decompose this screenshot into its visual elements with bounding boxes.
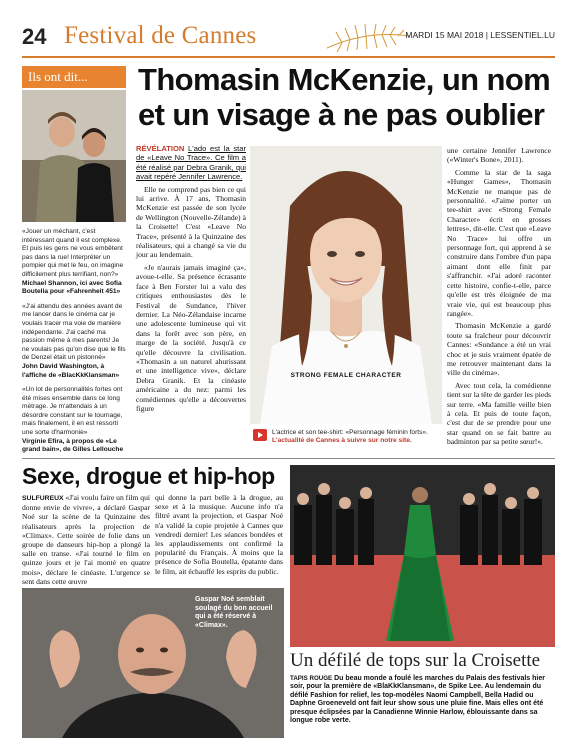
couple-photo bbox=[22, 90, 126, 222]
story2-column-2 bbox=[155, 493, 283, 576]
sidebar-tab: Ils ont dit... bbox=[22, 66, 126, 88]
story2-column-1 bbox=[22, 493, 150, 586]
article-paragraph: Thomasin McKenzie a gardé toute sa fraîcheur pour découvrir Cannes: «Sundance a été un vrai choc et je suis vraiment épatée de me retrouver maintenant dans la ville du cinéma». bbox=[447, 321, 551, 378]
quotes-sidebar bbox=[22, 66, 126, 456]
main-article-column-2 bbox=[447, 146, 551, 447]
article-paragraph: une certaine Jennifer Lawrence («Winter's Bone», 2011). bbox=[447, 146, 551, 165]
quote-1-text: «Jouer un méchant, c'est intéressant quand il est complexe. Et puis les gens ne vous embêtent pas dans la rue! Interpréter un pompier qui met le feu, on imagine difficilement plus terrifiant, non?» bbox=[22, 228, 124, 278]
portrait-illustration bbox=[250, 146, 442, 424]
article-paragraph: Avec tout cela, la comédienne tient sur la tête de garder les pieds sur terre. «Ma famille veille bien à cela. Et puis de toute façon, c'est dur de se prendre pour une star quand on se fait battre au badminton par sa petite sœur!». bbox=[447, 380, 551, 447]
quote-3-text: «Un lot de personnalités fortes ont été mises ensemble dans ce long métrage. Je m'attendais à un désordre constant sur le tournage, mais finalement, il en est ressorti une sorte d'harmonie» bbox=[22, 386, 123, 437]
story2-text-2: qui donne la part belle à la drogue, au sexe et à la musique. Aucune info n'a filtré avant la projection, et Gaspar Noé n'a validé la copie projetée à Cannes que vendredi dernier! Les séances bondées et les applaudissements ont confirmé la popularité du Français. À moins que la présence de Sofia Boutella, épatante dans le film, ait échauffé les esprits du public. bbox=[155, 493, 283, 576]
red-carpet-illustration bbox=[290, 465, 555, 647]
lead-kicker: RÉVÉLATION bbox=[136, 144, 185, 153]
section-title: Festival de Cannes bbox=[64, 22, 257, 49]
quote-2-text: «J'ai attendu des années avant de me lancer dans le cinéma car je voulais tracer ma voie de manière indépendante. J'ai caché ma passion même à mes parents! Je ne voulais pas qu'on dise que le fils de Denzel était un pistonné» bbox=[22, 302, 126, 362]
article-paragraph: Elle ne comprend pas bien ce qui lui arrive. À 17 ans, Thomasin McKenzie est passée de son lycée de Wellington (Nouvelle-Zélande) à la Croisette! C'est «Leave No Trace», présenté à la Quinzaine des réalisateurs, qui a changé sa vie du jour au lendemain. bbox=[136, 184, 246, 260]
story2-kicker: SULFUREUX bbox=[22, 495, 64, 502]
quote-2-attribution: John David Washington, à l'affiche de «BlacKkKlansman» bbox=[22, 362, 120, 379]
story3-text: Du beau monde a foulé les marches du Palais des festivals hier soir, pour la première de «BlaKkKlansman», de Spike Lee. Au lendemain du défilé Fashion for relief, les top-modèles Naomi Campbell, Bella Hadid ou Daphne Groeneveld ont fait leur show sous une pluie fine. Mais elles ont été presque éclipsées par la Canadienne Winnie Harlow, éblouissante dans sa longue robe verte. bbox=[290, 675, 545, 725]
main-headline: Thomasin McKenzie, un nom et un visage à ne pas oublier bbox=[138, 62, 551, 132]
article-paragraph: «Je n'aurais jamais imaginé ça», avoue-t-elle. Sa présence écrasante face à Ben Forster lui a valu des critiques enthousiastes dès le Festival de Sundance, l'hiver dernier. La Néo-Zélandaise incarne une adolescente lumineuse qui vit dans la forêt avec son père, en marge de la société. Jusqu'à ce qu'elle découvre la civilisation. «Thomasin a un naturel ahurissant et une intelligence vive», déclare Debra Granik. Et la cinéaste américaine a du nez: parmi les comédiennes qu'elle a découvertes figure bbox=[136, 262, 246, 413]
story3-kicker: TAPIS ROUGE bbox=[290, 675, 333, 682]
story2-headline: Sexe, drogue et hip-hop bbox=[22, 463, 275, 489]
portrait-caption bbox=[250, 424, 442, 454]
story3-body bbox=[290, 675, 555, 725]
thomasin-portrait bbox=[250, 146, 442, 424]
caption-text: L'actrice et son tee-shirt: «Personnage féminin forts». bbox=[272, 429, 428, 436]
quote-3-attribution: Virginie Efira, à propos de «Le grand bain», de Gilles Lellouche bbox=[22, 437, 124, 454]
article-lead bbox=[136, 144, 246, 182]
noe-photo-caption: Gaspar Noé semblait soulagé du bon accueil qui a été réservé à «Climax». bbox=[195, 596, 273, 629]
palm-leaf-icon bbox=[322, 22, 412, 54]
red-carpet-photo bbox=[290, 465, 555, 647]
main-article-column-1 bbox=[136, 144, 246, 413]
couple-illustration bbox=[22, 90, 126, 222]
article-paragraph: Comme la star de la saga «Hunger Games», Thomasin McKenzie ne manque pas de personnalité. «J'aime porter un tee-shirt avec «Strong Female Character» écrit en grosses lettres», dit-elle. C'est que «Leave No Trace» lui offre un personnage fort, qui apprend à se construire dans l'ombre d'un papa aimant dont elle finit par s'affranchir. «J'ai adoré raconter cette histoire, confie-t-elle, parce qu'elle est très éloignée de ma vraie vie, qui est beaucoup plus rangée». bbox=[447, 167, 551, 318]
dateline: MARDI 15 MAI 2018 | LESSENTIEL.LU bbox=[405, 30, 555, 40]
header-rule bbox=[22, 56, 555, 58]
tshirt-text: STRONG FEMALE CHARACTER bbox=[290, 372, 402, 379]
story2-text-1: «J'ai voulu faire un film qui donne envie de vivre», a déclaré Gaspar Noé sur la scène de la Quinzaine des réalisateurs après la projection de «Climax». Cette soirée de folie dans un groupe de danseurs hip-hop a plongé la salle en transe. «J'ai tourné le film en quinze jours et je l'ai monté en quatre mois», déclare le cinéaste. L'urgence se sent dans cette œuvre bbox=[22, 493, 150, 586]
play-icon[interactable] bbox=[253, 429, 267, 441]
lead-text: L'ado est la star de «Leave No Trace». Ce film a été réalisé par Debra Granik, qui avait repéré Jennifer Lawrence. bbox=[136, 144, 246, 182]
story3-headline: Un défilé de tops sur la Croisette bbox=[290, 650, 541, 671]
caption-link[interactable]: L'actualité de Cannes à suivre sur notre site. bbox=[272, 437, 412, 445]
section-divider bbox=[22, 458, 555, 459]
page-number: 24 bbox=[22, 24, 47, 49]
quote-1-attribution: Michael Shannon, ici avec Sofia Boutella pour «Fahrenheit 451» bbox=[22, 279, 122, 296]
page-header bbox=[22, 22, 555, 56]
